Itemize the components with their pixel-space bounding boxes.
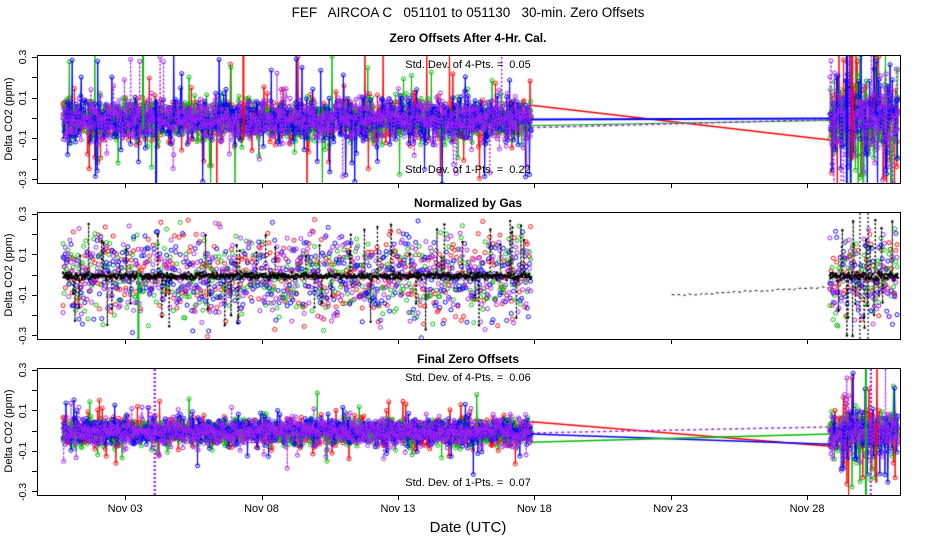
y-tick-mark	[32, 370, 37, 371]
y-tick-mark	[32, 390, 37, 391]
x-tick-label: Nov 18	[516, 503, 552, 515]
panel3-stddev-1pts: Std. Dev. of 1-Pts. = 0.07	[405, 477, 531, 489]
panel2-title: Normalized by Gas	[413, 196, 523, 210]
x-tick-mark	[125, 183, 126, 188]
panel3-stddev-4pts: Std. Dev. of 4-Pts. = 0.06	[405, 372, 531, 384]
y-tick-mark	[32, 214, 37, 215]
x-tick-label: Nov 23	[653, 503, 689, 515]
x-tick-mark	[671, 183, 672, 188]
y-tick-mark	[32, 295, 37, 296]
main-title: FEF AIRCOA C 051101 to 051130 30-min. Zero Offsets	[291, 5, 645, 20]
x-tick-mark	[398, 495, 399, 500]
y-tick-mark	[32, 57, 37, 58]
y-tick-mark	[32, 471, 37, 472]
x-tick-mark	[807, 183, 808, 188]
x-tick-label: Nov 13	[380, 503, 416, 515]
panel1-stddev-4pts: Std. Dev. of 4-Pts. = 0.05	[405, 59, 531, 71]
y-tick-label: 0.3	[17, 49, 29, 65]
y-tick-label: -0.1	[17, 286, 29, 305]
x-tick-mark	[807, 339, 808, 344]
y-tick-mark	[32, 410, 37, 411]
y-tick-mark	[32, 77, 37, 78]
y-tick-label: 0.1	[17, 90, 29, 106]
x-tick-mark	[262, 183, 263, 188]
y-tick-mark	[32, 118, 37, 119]
x-tick-mark	[125, 495, 126, 500]
panel2-plot-canvas	[38, 213, 900, 339]
y-axis-label: Delta CO2 (ppm)	[3, 76, 15, 161]
x-tick-mark	[125, 339, 126, 344]
x-tick-mark	[398, 183, 399, 188]
y-tick-mark	[32, 138, 37, 139]
x-tick-mark	[534, 183, 535, 188]
x-tick-label: Nov 03	[107, 503, 143, 515]
y-axis-label: Delta CO2 (ppm)	[3, 233, 15, 317]
x-axis-label: Date (UTC)	[429, 519, 507, 536]
y-tick-label: -0.1	[17, 129, 29, 149]
y-tick-mark	[32, 98, 37, 99]
y-tick-label: -0.3	[17, 326, 29, 345]
x-tick-label: Nov 28	[789, 503, 825, 515]
panel3-title: Final Zero Offsets	[416, 352, 520, 366]
y-tick-mark	[32, 491, 37, 492]
y-tick-mark	[32, 254, 37, 255]
x-tick-mark	[398, 339, 399, 344]
y-tick-mark	[32, 179, 37, 180]
y-tick-mark	[32, 159, 37, 160]
y-tick-mark	[32, 335, 37, 336]
y-tick-mark	[32, 234, 37, 235]
y-tick-label: 0.1	[17, 247, 29, 262]
y-tick-mark	[32, 275, 37, 276]
y-tick-mark	[32, 451, 37, 452]
panel2-frame	[37, 212, 901, 340]
x-tick-label: Nov 08	[244, 503, 279, 515]
x-tick-mark	[671, 339, 672, 344]
y-tick-label: 0.3	[17, 206, 29, 222]
y-tick-label: 0.3	[17, 362, 29, 378]
y-tick-label: -0.3	[17, 170, 29, 189]
y-axis-label: Delta CO2 (ppm)	[3, 389, 15, 473]
x-tick-mark	[262, 495, 263, 500]
x-tick-mark	[807, 495, 808, 500]
panel1-stddev-1pts: Std. Dev. of 1-Pts. = 0.22	[405, 164, 531, 176]
y-tick-mark	[32, 315, 37, 316]
y-tick-label: -0.3	[17, 482, 29, 501]
panel1-title: Zero Offsets After 4-Hr. Cal.	[389, 31, 547, 45]
x-tick-mark	[534, 339, 535, 344]
x-tick-mark	[671, 495, 672, 500]
y-tick-label: 0.1	[17, 403, 29, 418]
x-tick-mark	[262, 339, 263, 344]
x-tick-mark	[534, 495, 535, 500]
y-tick-mark	[32, 431, 37, 432]
y-tick-label: -0.1	[17, 442, 29, 461]
